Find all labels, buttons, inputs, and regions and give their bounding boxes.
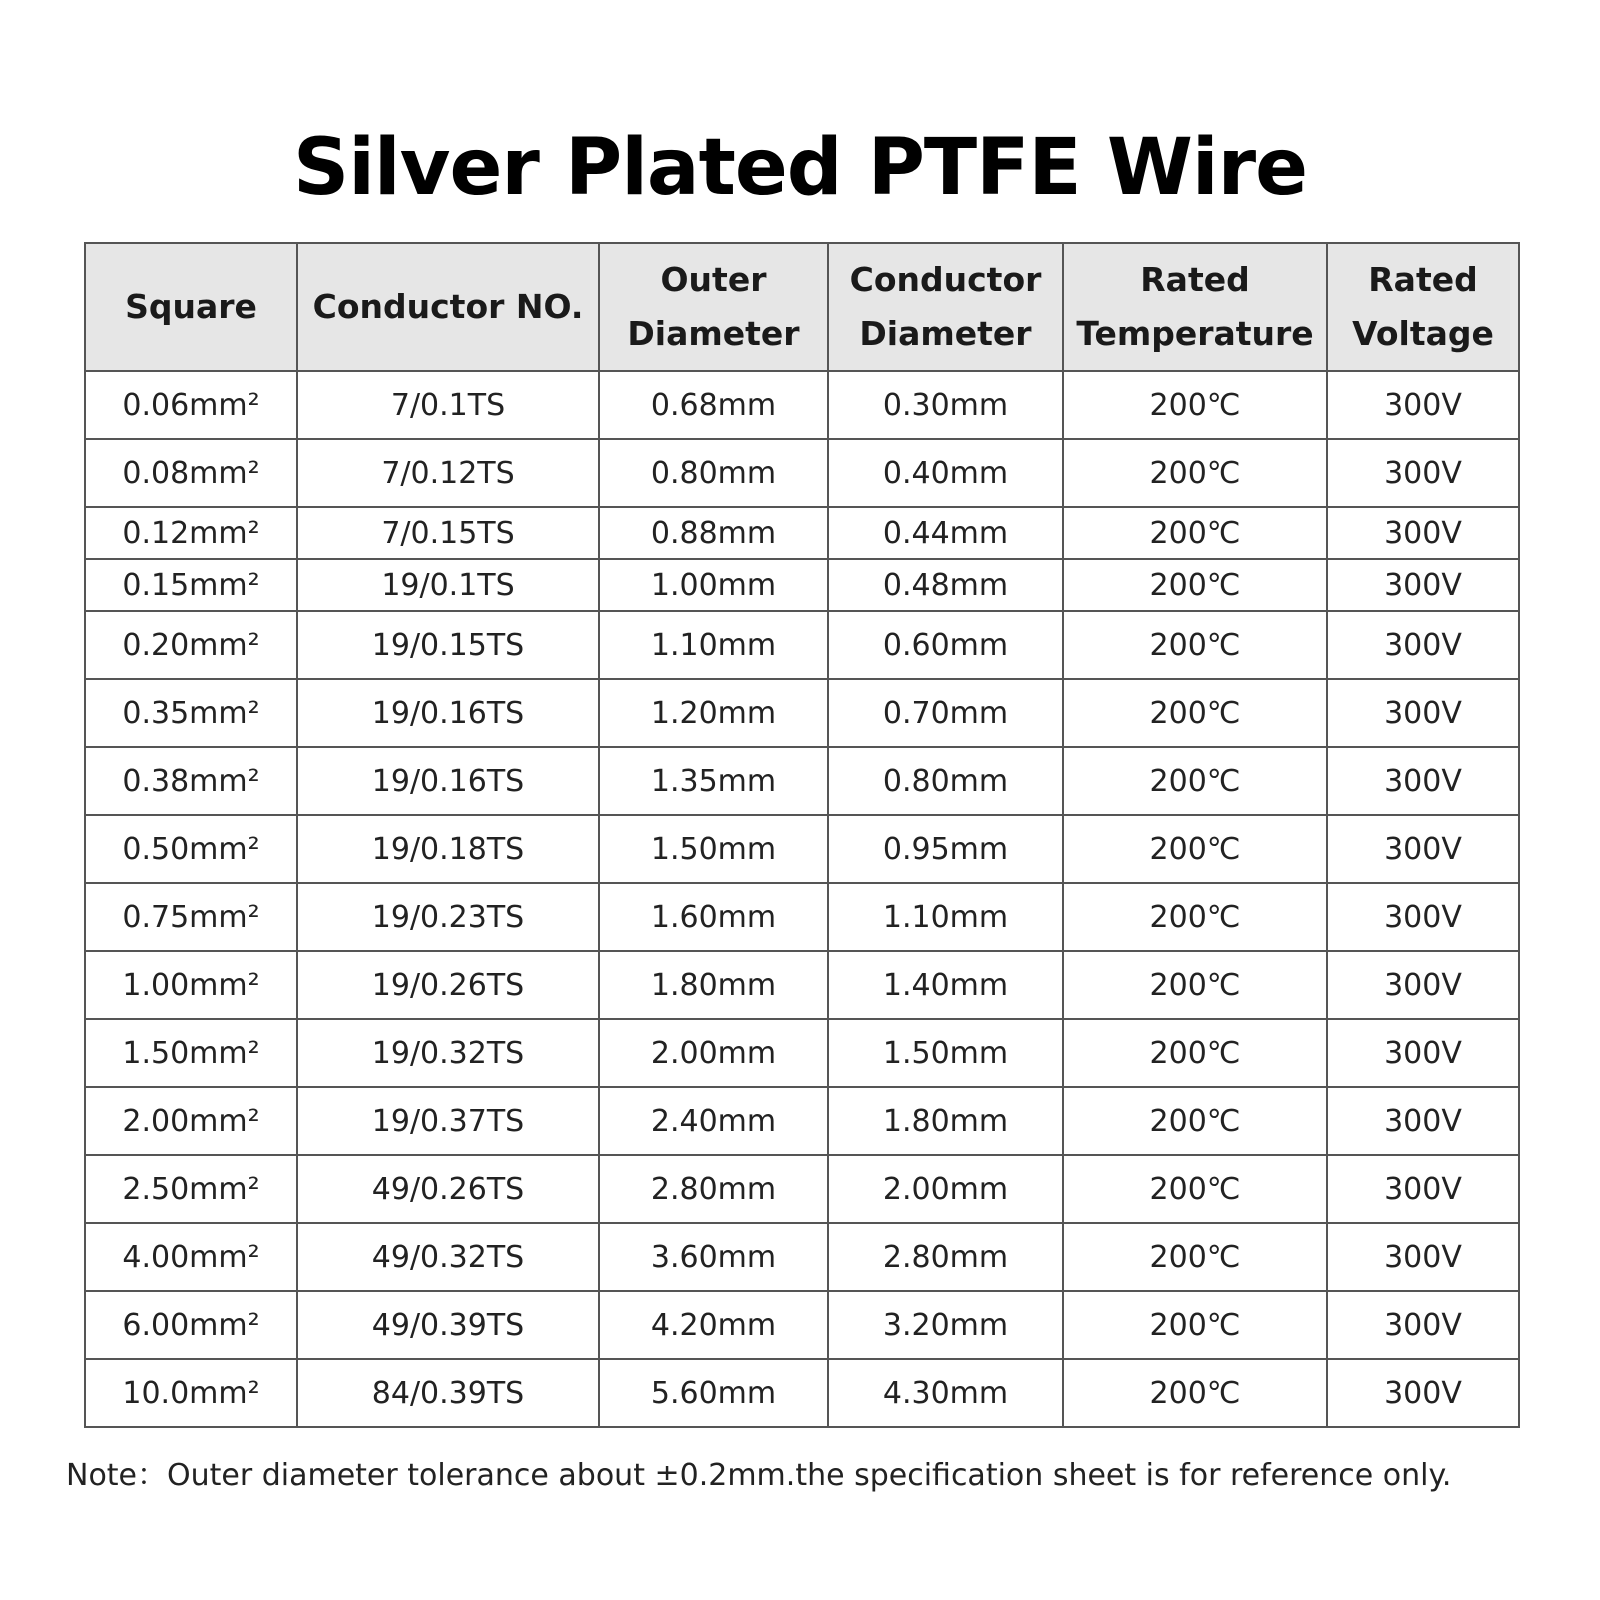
cell-conductor-diameter: 0.40mm — [828, 439, 1063, 507]
cell-rated-voltage: 300V — [1327, 507, 1519, 559]
cell-conductor-no: 7/0.1TS — [297, 371, 599, 439]
cell-outer-diameter: 2.00mm — [599, 1019, 828, 1087]
cell-rated-temperature: 200℃ — [1063, 815, 1327, 883]
cell-square: 0.15mm² — [85, 559, 297, 611]
cell-rated-temperature: 200℃ — [1063, 951, 1327, 1019]
table-row — [85, 611, 1519, 679]
cell-outer-diameter: 0.80mm — [599, 439, 828, 507]
table-row — [85, 1019, 1519, 1087]
cell-rated-temperature: 200℃ — [1063, 747, 1327, 815]
cell-outer-diameter: 3.60mm — [599, 1223, 828, 1291]
header-row — [85, 243, 1519, 371]
cell-outer-diameter: 1.60mm — [599, 883, 828, 951]
cell-conductor-no: 49/0.39TS — [297, 1291, 599, 1359]
cell-square: 1.00mm² — [85, 951, 297, 1019]
cell-rated-voltage: 300V — [1327, 1019, 1519, 1087]
page-title: Silver Plated PTFE Wire — [293, 123, 1307, 213]
cell-rated-voltage: 300V — [1327, 1155, 1519, 1223]
table-row — [85, 815, 1519, 883]
cell-conductor-no: 49/0.26TS — [297, 1155, 599, 1223]
cell-rated-temperature: 200℃ — [1063, 1155, 1327, 1223]
cell-conductor-no: 19/0.32TS — [297, 1019, 599, 1087]
cell-rated-voltage: 300V — [1327, 747, 1519, 815]
table-row — [85, 951, 1519, 1019]
cell-square: 0.35mm² — [85, 679, 297, 747]
cell-rated-temperature: 200℃ — [1063, 611, 1327, 679]
table-row — [85, 883, 1519, 951]
spec-table — [84, 242, 1520, 1428]
cell-rated-temperature: 200℃ — [1063, 1087, 1327, 1155]
cell-conductor-diameter: 0.30mm — [828, 371, 1063, 439]
cell-conductor-no: 7/0.15TS — [297, 507, 599, 559]
cell-rated-voltage: 300V — [1327, 1087, 1519, 1155]
cell-conductor-diameter: 2.80mm — [828, 1223, 1063, 1291]
cell-conductor-diameter: 1.10mm — [828, 883, 1063, 951]
cell-conductor-diameter: 2.00mm — [828, 1155, 1063, 1223]
table-row — [85, 507, 1519, 559]
cell-conductor-diameter: 4.30mm — [828, 1359, 1063, 1427]
cell-conductor-no: 7/0.12TS — [297, 439, 599, 507]
cell-rated-voltage: 300V — [1327, 611, 1519, 679]
cell-rated-temperature: 200℃ — [1063, 371, 1327, 439]
table-row — [85, 1155, 1519, 1223]
cell-square: 0.50mm² — [85, 815, 297, 883]
cell-conductor-diameter: 0.80mm — [828, 747, 1063, 815]
table-row — [85, 559, 1519, 611]
cell-conductor-no: 84/0.39TS — [297, 1359, 599, 1427]
cell-square: 0.75mm² — [85, 883, 297, 951]
cell-outer-diameter: 1.35mm — [599, 747, 828, 815]
cell-outer-diameter: 1.00mm — [599, 559, 828, 611]
header-conductor-diameter: Conductor Diameter — [828, 243, 1063, 371]
cell-square: 10.0mm² — [85, 1359, 297, 1427]
table-row — [85, 747, 1519, 815]
table-row — [85, 371, 1519, 439]
footnote: Note：Outer diameter tolerance about ±0.2mm.the specification sheet is for reference only. — [66, 1458, 1452, 1493]
cell-square: 0.20mm² — [85, 611, 297, 679]
cell-conductor-diameter: 1.80mm — [828, 1087, 1063, 1155]
cell-outer-diameter: 2.40mm — [599, 1087, 828, 1155]
cell-rated-temperature: 200℃ — [1063, 439, 1327, 507]
cell-conductor-no: 19/0.23TS — [297, 883, 599, 951]
header-rated-voltage: Rated Voltage — [1327, 243, 1519, 371]
cell-rated-temperature: 200℃ — [1063, 1223, 1327, 1291]
cell-conductor-no: 19/0.16TS — [297, 679, 599, 747]
cell-rated-temperature: 200℃ — [1063, 1359, 1327, 1427]
header-outer-diameter: Outer Diameter — [599, 243, 828, 371]
table-row — [85, 679, 1519, 747]
cell-conductor-diameter: 0.48mm — [828, 559, 1063, 611]
cell-outer-diameter: 4.20mm — [599, 1291, 828, 1359]
cell-square: 6.00mm² — [85, 1291, 297, 1359]
cell-rated-temperature: 200℃ — [1063, 679, 1327, 747]
table-row — [85, 439, 1519, 507]
cell-outer-diameter: 1.50mm — [599, 815, 828, 883]
cell-square: 2.50mm² — [85, 1155, 297, 1223]
cell-square: 0.06mm² — [85, 371, 297, 439]
cell-conductor-diameter: 1.40mm — [828, 951, 1063, 1019]
cell-conductor-no: 19/0.15TS — [297, 611, 599, 679]
cell-rated-voltage: 300V — [1327, 883, 1519, 951]
cell-rated-temperature: 200℃ — [1063, 559, 1327, 611]
cell-outer-diameter: 1.10mm — [599, 611, 828, 679]
header-square: Square — [85, 243, 297, 371]
cell-rated-voltage: 300V — [1327, 1359, 1519, 1427]
cell-conductor-diameter: 0.70mm — [828, 679, 1063, 747]
cell-rated-voltage: 300V — [1327, 371, 1519, 439]
cell-outer-diameter: 0.88mm — [599, 507, 828, 559]
cell-outer-diameter: 1.20mm — [599, 679, 828, 747]
cell-conductor-diameter: 3.20mm — [828, 1291, 1063, 1359]
cell-square: 1.50mm² — [85, 1019, 297, 1087]
cell-rated-temperature: 200℃ — [1063, 507, 1327, 559]
spec-table-body — [85, 371, 1519, 1427]
cell-outer-diameter: 0.68mm — [599, 371, 828, 439]
cell-rated-temperature: 200℃ — [1063, 883, 1327, 951]
cell-outer-diameter: 5.60mm — [599, 1359, 828, 1427]
cell-square: 2.00mm² — [85, 1087, 297, 1155]
cell-rated-voltage: 300V — [1327, 951, 1519, 1019]
cell-square: 4.00mm² — [85, 1223, 297, 1291]
cell-conductor-no: 19/0.26TS — [297, 951, 599, 1019]
cell-square: 0.08mm² — [85, 439, 297, 507]
cell-conductor-no: 19/0.18TS — [297, 815, 599, 883]
cell-rated-voltage: 300V — [1327, 439, 1519, 507]
cell-rated-voltage: 300V — [1327, 1291, 1519, 1359]
cell-conductor-no: 19/0.1TS — [297, 559, 599, 611]
cell-square: 0.38mm² — [85, 747, 297, 815]
cell-rated-voltage: 300V — [1327, 1223, 1519, 1291]
cell-conductor-diameter: 0.60mm — [828, 611, 1063, 679]
cell-conductor-no: 19/0.37TS — [297, 1087, 599, 1155]
cell-conductor-diameter: 0.95mm — [828, 815, 1063, 883]
cell-conductor-no: 19/0.16TS — [297, 747, 599, 815]
header-conductor-no: Conductor NO. — [297, 243, 599, 371]
cell-conductor-no: 49/0.32TS — [297, 1223, 599, 1291]
table-row — [85, 1087, 1519, 1155]
cell-rated-temperature: 200℃ — [1063, 1019, 1327, 1087]
table-row — [85, 1291, 1519, 1359]
table-row — [85, 1359, 1519, 1427]
cell-rated-voltage: 300V — [1327, 815, 1519, 883]
cell-conductor-diameter: 0.44mm — [828, 507, 1063, 559]
cell-outer-diameter: 1.80mm — [599, 951, 828, 1019]
cell-conductor-diameter: 1.50mm — [828, 1019, 1063, 1087]
cell-rated-temperature: 200℃ — [1063, 1291, 1327, 1359]
cell-square: 0.12mm² — [85, 507, 297, 559]
cell-rated-voltage: 300V — [1327, 679, 1519, 747]
cell-rated-voltage: 300V — [1327, 559, 1519, 611]
header-rated-temperature: Rated Temperature — [1063, 243, 1327, 371]
table-row — [85, 1223, 1519, 1291]
cell-outer-diameter: 2.80mm — [599, 1155, 828, 1223]
